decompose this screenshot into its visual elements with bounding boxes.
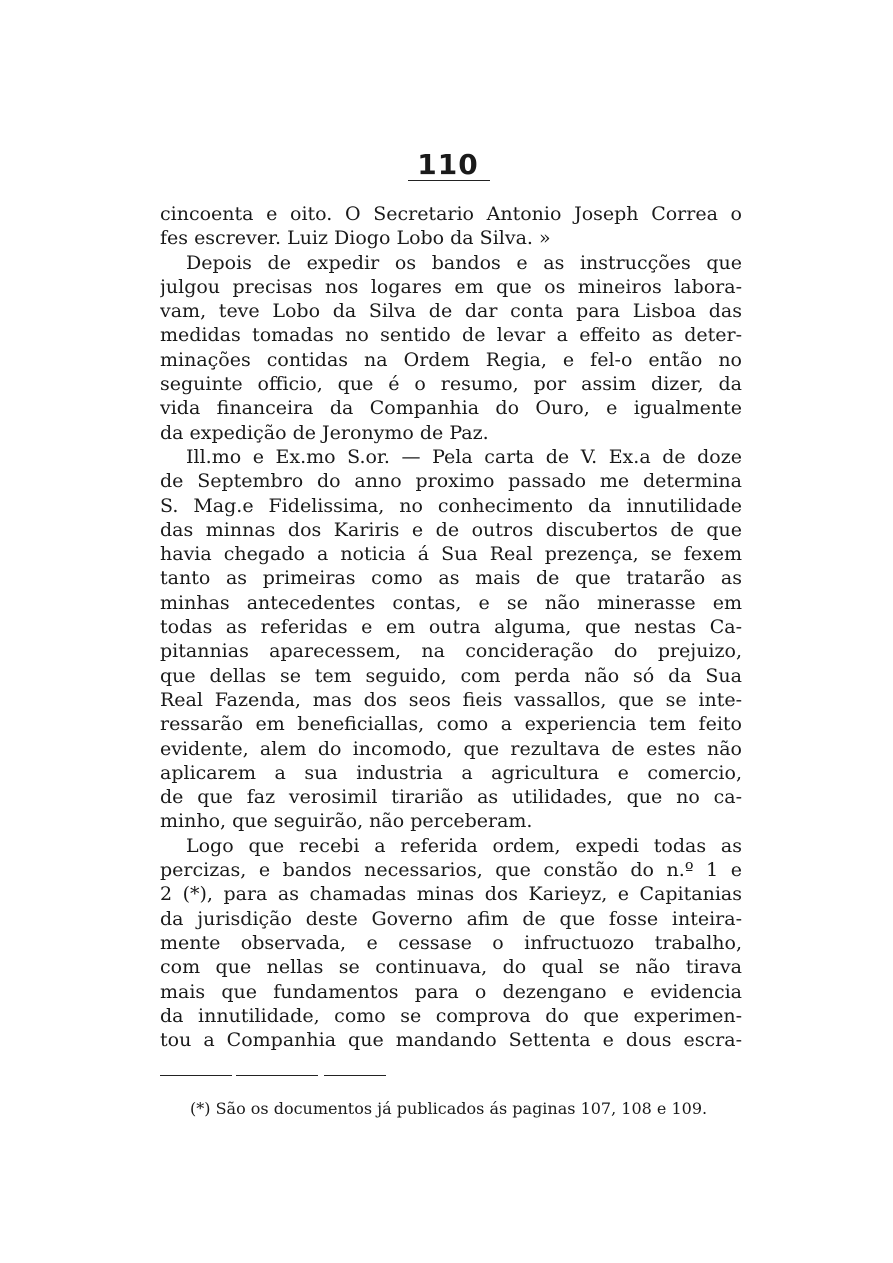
text-line-32: com que nellas se continuava, do qual se não tirava <box>160 956 742 979</box>
footnote-rule-segment <box>324 1075 386 1076</box>
text-line-13: S. Mag.e Fidelissima, no conhecimento da innutilidade <box>160 494 742 517</box>
text-line-29: 2 (*), para as chamadas minas dos Karieyz, e Capitanias <box>160 883 742 906</box>
text-line-10: da expedição de Jeronymo de Paz. <box>160 421 489 444</box>
text-line-26: minho, que seguirão, não perceberam. <box>160 810 533 833</box>
text-line-18: todas as referidas e em outra alguma, que nestas Ca- <box>160 616 742 639</box>
footnote: (*) São os documentos já publicados ás paginas 107, 108 e 109. <box>190 1099 708 1118</box>
text-line-25: de que faz verosimil tirarião as utilidades, que no ca- <box>160 786 742 809</box>
footnote-rule-segment <box>160 1075 232 1076</box>
text-line-19: pitannias aparecessem, na concideração do prejuizo, <box>160 640 742 663</box>
text-line-12: de Septembro do anno proximo passado me determina <box>160 470 742 493</box>
text-line-27: Logo que recebi a referida ordem, expedi todas as <box>186 834 742 857</box>
text-line-7: minações contidas na Ordem Regia, e fel-o então no <box>160 348 742 371</box>
page-number: 110 <box>417 148 479 181</box>
text-line-22: ressarão em beneficiallas, como a experiencia tem feito <box>160 713 742 736</box>
footnote-separator <box>160 1075 390 1077</box>
text-line-14: das minnas dos Kariris e de outros discubertos de que <box>160 518 742 541</box>
text-line-31: mente observada, e cessase o infructuozo trabalho, <box>160 931 742 954</box>
text-line-1: cincoenta e oito. O Secretario Antonio Joseph Correa o <box>160 203 742 225</box>
body-text <box>160 202 742 1052</box>
text-line-15: havia chegado a noticia á Sua Real prezença, se fexem <box>160 543 742 566</box>
text-line-23: evidente, alem do incomodo, que rezultava de estes não <box>160 737 742 760</box>
text-line-8: seguinte officio, que é o resumo, por assim dizer, da <box>160 373 742 396</box>
text-line-28: percizas, e bandos necessarios, que constão do n.º 1 e <box>160 859 742 882</box>
text-line-6: medidas tomadas no sentido de levar a effeito as deter- <box>160 324 742 347</box>
text-line-17: minhas antecedentes contas, e se não minerasse em <box>160 591 742 614</box>
text-line-35: tou a Companhia que mandando Settenta e dous escra- <box>160 1029 742 1052</box>
text-line-9: vida financeira da Companhia do Ouro, e igualmente <box>160 397 742 420</box>
text-line-2: fes escrever. Luiz Diogo Lobo da Silva. » <box>160 227 551 250</box>
text-line-20: que dellas se tem seguido, com perda não só da Sua <box>160 664 742 687</box>
text-line-24: aplicarem a sua industria a agricultura e comercio, <box>160 761 742 784</box>
text-line-30: da jurisdição deste Governo afim de que fosse inteira- <box>160 907 742 930</box>
footnote-rule-segment <box>236 1075 318 1076</box>
text-line-4: julgou precisas nos logares em que os mineiros labora- <box>160 275 742 298</box>
text-line-3: Depois de expedir os bandos e as instrucções que <box>186 251 742 274</box>
text-line-33: mais que fundamentos para o dezengano e evidencia <box>160 980 742 1003</box>
text-line-16: tanto as primeiras como as mais de que tratarão as <box>160 567 742 590</box>
page-number-rule <box>408 180 490 181</box>
text-line-21: Real Fazenda, mas dos seos fieis vassallos, que se inte- <box>160 688 742 711</box>
text-line-11: Ill.mo e Ex.mo S.or. — Pela carta de V. Ex.a de doze <box>186 445 742 468</box>
text-line-5: vam, teve Lobo da Silva de dar conta para Lisboa das <box>160 300 742 323</box>
text-line-34: da innutilidade, como se comprova do que experimen- <box>160 1004 742 1027</box>
